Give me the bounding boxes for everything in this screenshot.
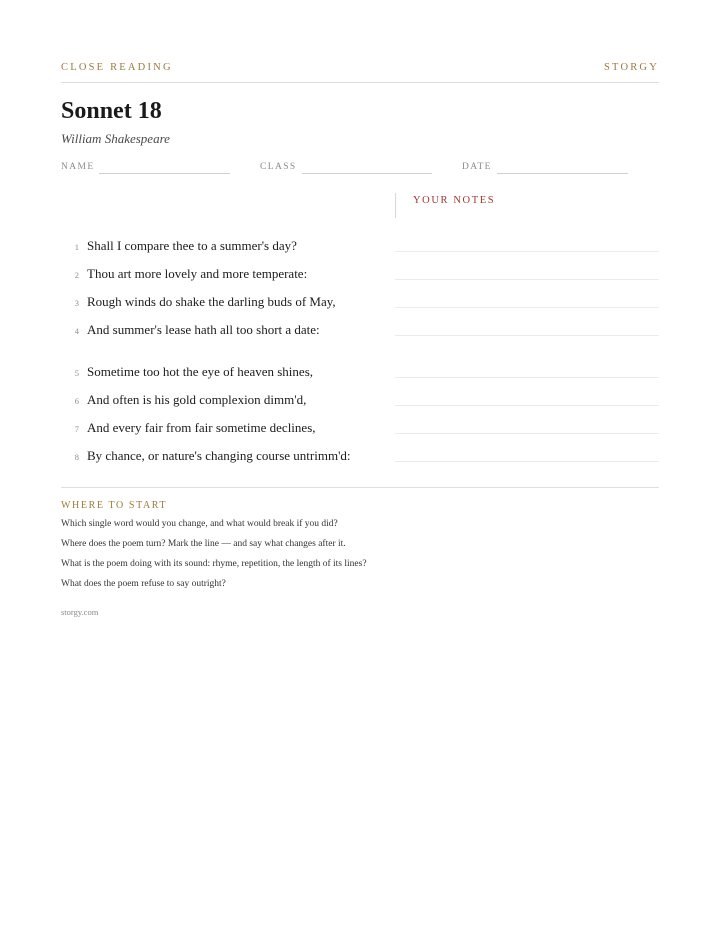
line-number: 3 (74, 298, 79, 308)
line-text: Shall I compare thee to a summer's day? (87, 238, 297, 253)
notes-divider (395, 193, 396, 218)
prompt-question: Which single word would you change, and what would break if you did? (61, 519, 338, 529)
note-line[interactable] (395, 307, 659, 308)
section-divider (61, 487, 659, 488)
note-line[interactable] (395, 251, 659, 252)
line-text: Rough winds do shake the darling buds of May, (87, 294, 336, 309)
note-line[interactable] (395, 335, 659, 336)
line-text: And every fair from fair sometime declines, (87, 420, 316, 435)
page-header (61, 62, 659, 83)
brand-name: STORGY (603, 62, 659, 73)
name-field-line[interactable] (99, 173, 230, 174)
note-line[interactable] (395, 461, 659, 462)
student-fields (61, 162, 659, 176)
poem-line (61, 237, 659, 257)
prompt-question: Where does the poem turn? Mark the line — and say what changes after it. (61, 539, 346, 549)
class-field-line[interactable] (302, 173, 432, 174)
class-field-label: CLASS (260, 162, 297, 172)
line-number: 6 (74, 396, 79, 406)
poem-line (61, 363, 659, 383)
poem-line (61, 391, 659, 411)
poem-line (61, 321, 659, 341)
notes-column-label: YOUR NOTES (413, 195, 496, 206)
line-text: Thou art more lovely and more temperate: (87, 266, 308, 281)
poem-line (61, 447, 659, 467)
poem-line (61, 419, 659, 439)
note-line[interactable] (395, 405, 659, 406)
poem-author: William Shakespeare (61, 131, 170, 146)
line-text: Sometime too hot the eye of heaven shines, (87, 364, 314, 379)
line-number: 8 (74, 452, 79, 462)
prompt-question: What is the poem doing with its sound: rhyme, repetition, the length of its lines? (61, 559, 367, 569)
line-number: 1 (74, 242, 79, 252)
footer-site: storgy.com (61, 607, 99, 617)
line-number: 5 (74, 368, 79, 378)
line-text: And often is his gold complexion dimm'd, (87, 392, 307, 407)
line-number: 2 (74, 270, 79, 280)
section-kicker: CLOSE READING (61, 62, 173, 73)
line-number: 4 (74, 326, 79, 336)
note-line[interactable] (395, 433, 659, 434)
date-field-label: DATE (462, 162, 492, 172)
where-to-start-heading: WHERE TO START (61, 500, 168, 511)
note-line[interactable] (395, 279, 659, 280)
date-field-line[interactable] (497, 173, 628, 174)
name-field-label: NAME (61, 162, 95, 172)
note-line[interactable] (395, 377, 659, 378)
line-text: And summer's lease hath all too short a date: (87, 322, 320, 337)
poem-line (61, 293, 659, 313)
poem-line (61, 265, 659, 285)
line-number: 7 (74, 424, 79, 434)
line-text: By chance, or nature's changing course untrimm'd: (87, 448, 351, 463)
prompt-question: What does the poem refuse to say outright? (61, 579, 226, 589)
poem-title: Sonnet 18 (61, 98, 162, 124)
